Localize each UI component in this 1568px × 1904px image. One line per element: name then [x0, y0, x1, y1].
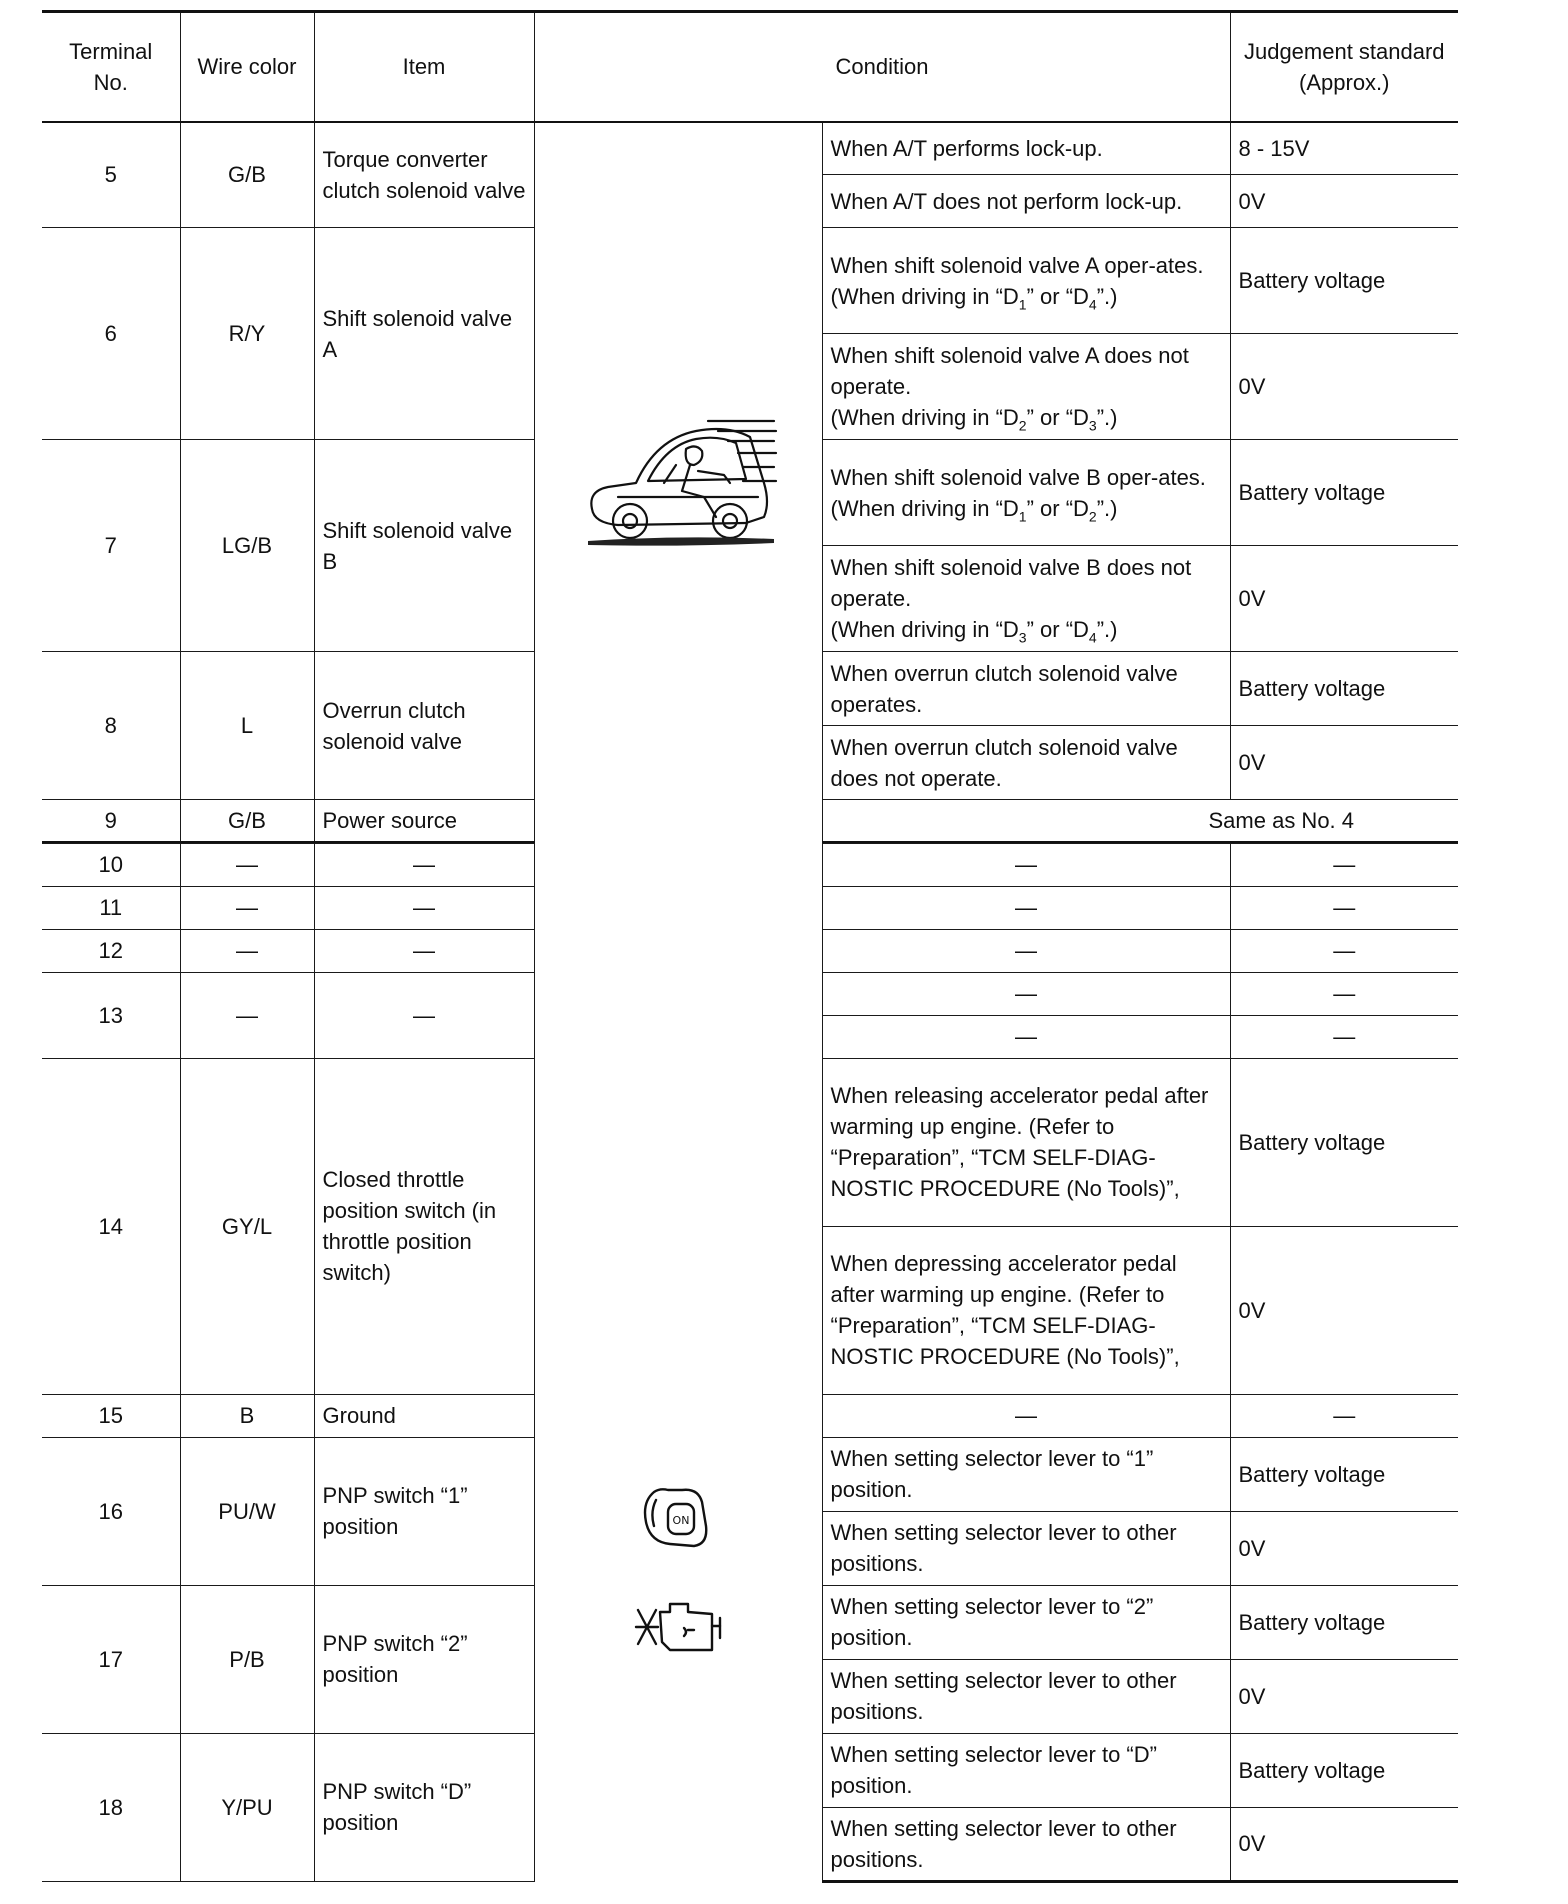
condition-text: Same as No. 4: [822, 800, 1458, 843]
condition-text: When setting selector lever to other positions.: [822, 1511, 1230, 1585]
judgement-value: —: [1230, 1015, 1458, 1058]
judgement-value: —: [1230, 929, 1458, 972]
wire-color: Y/PU: [180, 1733, 314, 1881]
wire-color: P/B: [180, 1585, 314, 1733]
judgement-value: —: [1230, 1394, 1458, 1437]
condition-text: When shift solenoid valve A oper-ates. (When driving in “$D_1$” or “$D_4$”.): [822, 228, 1230, 334]
condition-text: When setting selector lever to other positions.: [822, 1659, 1230, 1733]
judgement-value: 0V: [1230, 1659, 1458, 1733]
item-name: PNP switch “1” position: [314, 1437, 534, 1585]
item-name: PNP switch “D” position: [314, 1733, 534, 1881]
judgement-value: Battery voltage: [1230, 1437, 1458, 1511]
judgement-value: Battery voltage: [1230, 652, 1458, 726]
condition-text: —: [822, 1015, 1230, 1058]
judgement-value: 0V: [1230, 334, 1458, 440]
condition-text: When setting selector lever to other positions.: [822, 1807, 1230, 1881]
wire-color: G/B: [180, 800, 314, 843]
item-name: PNP switch “2” position: [314, 1585, 534, 1733]
item-name: Shift solenoid valve B: [314, 440, 534, 652]
terminal-no: 13: [42, 972, 180, 1058]
condition-text: When A/T does not perform lock-up.: [822, 175, 1230, 228]
terminal-no: 15: [42, 1394, 180, 1437]
wire-color: —: [180, 843, 314, 886]
condition-text: —: [822, 843, 1230, 886]
table-row: [42, 122, 1458, 175]
item-name: —: [314, 972, 534, 1058]
condition-text: —: [822, 972, 1230, 1015]
driving-condition-icon-cell: [534, 122, 822, 843]
wire-color: L: [180, 652, 314, 800]
engine-running-icon: [630, 1592, 726, 1662]
item-name: —: [314, 929, 534, 972]
terminal-no: 17: [42, 1585, 180, 1733]
condition-text: When overrun clutch solenoid valve does not operate.: [822, 726, 1230, 800]
judgement-value: 0V: [1230, 1226, 1458, 1394]
item-name: —: [314, 843, 534, 886]
terminal-no: 11: [42, 886, 180, 929]
condition-text: —: [822, 886, 1230, 929]
wire-color: —: [180, 886, 314, 929]
item-name: Ground: [314, 1394, 534, 1437]
terminal-no: 18: [42, 1733, 180, 1881]
item-name: Closed throttle position switch (in throttle position switch): [314, 1058, 534, 1394]
condition-text: When releasing accelerator pedal after warming up engine. (Refer to “Preparation”, “TCM SELF-DIAG-NOSTIC PROCEDURE (No Tools)”,: [822, 1058, 1230, 1226]
judgement-value: —: [1230, 972, 1458, 1015]
judgement-value: 8 - 15V: [1230, 122, 1458, 175]
judgement-value: —: [1230, 843, 1458, 886]
header-wire-color: Wire color: [180, 12, 314, 122]
judgement-value: Battery voltage: [1230, 440, 1458, 546]
condition-text: —: [822, 929, 1230, 972]
judgement-value: 0V: [1230, 175, 1458, 228]
item-name: Overrun clutch solenoid valve: [314, 652, 534, 800]
header-item: Item: [314, 12, 534, 122]
judgement-value: 0V: [1230, 726, 1458, 800]
wire-color: LG/B: [180, 440, 314, 652]
terminal-no: 9: [42, 800, 180, 843]
item-name: Shift solenoid valve A: [314, 228, 534, 440]
judgement-value: 0V: [1230, 1511, 1458, 1585]
wire-color: —: [180, 972, 314, 1058]
wire-color: GY/L: [180, 1058, 314, 1394]
ignition-condition-icon-cell: [534, 843, 822, 1881]
table-row: [42, 843, 1458, 886]
condition-text: When setting selector lever to “2” position.: [822, 1585, 1230, 1659]
item-name: Torque converter clutch solenoid valve: [314, 122, 534, 228]
condition-text: When depressing accelerator pedal after warming up engine. (Refer to “Preparation”, “TCM SELF-DIAG-NOSTIC PROCEDURE (No Tools)”,: [822, 1226, 1230, 1394]
terminal-no: 6: [42, 228, 180, 440]
condition-text: —: [822, 1394, 1230, 1437]
wire-color: PU/W: [180, 1437, 314, 1585]
car-driving-icon: [578, 413, 778, 553]
terminal-no: 7: [42, 440, 180, 652]
judgement-value: Battery voltage: [1230, 228, 1458, 334]
terminal-inspection-table-continued: [42, 843, 1458, 1883]
terminal-no: 16: [42, 1437, 180, 1585]
wire-color: B: [180, 1394, 314, 1437]
terminal-no: 8: [42, 652, 180, 800]
header-row: [42, 12, 1458, 122]
judgement-value: —: [1230, 886, 1458, 929]
condition-text: When shift solenoid valve B oper-ates. (When driving in “$D_1$” or “$D_2$”.): [822, 440, 1230, 546]
terminal-no: 14: [42, 1058, 180, 1394]
condition-text: When setting selector lever to “1” position.: [822, 1437, 1230, 1511]
header-judgement-standard: Judgement standard (Approx.): [1230, 12, 1458, 122]
terminal-inspection-table: [42, 10, 1458, 844]
condition-text: When setting selector lever to “D” position.: [822, 1733, 1230, 1807]
wire-color: R/Y: [180, 228, 314, 440]
condition-text: When shift solenoid valve A does not operate. (When driving in “$D_2$” or “$D_3$”.): [822, 334, 1230, 440]
svg-text:ON: ON: [672, 1514, 690, 1527]
terminal-no: 12: [42, 929, 180, 972]
wire-color: G/B: [180, 122, 314, 228]
item-name: Power source: [314, 800, 534, 843]
condition-text: When overrun clutch solenoid valve operates.: [822, 652, 1230, 726]
condition-text: When shift solenoid valve B does not operate. (When driving in “$D_3$” or “$D_4$”.): [822, 546, 1230, 652]
terminal-no: 5: [42, 122, 180, 228]
terminal-table-page: [42, 10, 1458, 1883]
ignition-key-on-icon: [638, 1482, 718, 1552]
item-name: —: [314, 886, 534, 929]
judgement-value: Battery voltage: [1230, 1585, 1458, 1659]
judgement-value: 0V: [1230, 1807, 1458, 1881]
condition-text: When A/T performs lock-up.: [822, 122, 1230, 175]
header-condition: Condition: [534, 12, 1230, 122]
wire-color: —: [180, 929, 314, 972]
judgement-value: 0V: [1230, 546, 1458, 652]
judgement-value: Battery voltage: [1230, 1733, 1458, 1807]
terminal-no: 10: [42, 843, 180, 886]
header-terminal-no: Terminal No.: [42, 12, 180, 122]
judgement-value: Battery voltage: [1230, 1058, 1458, 1226]
